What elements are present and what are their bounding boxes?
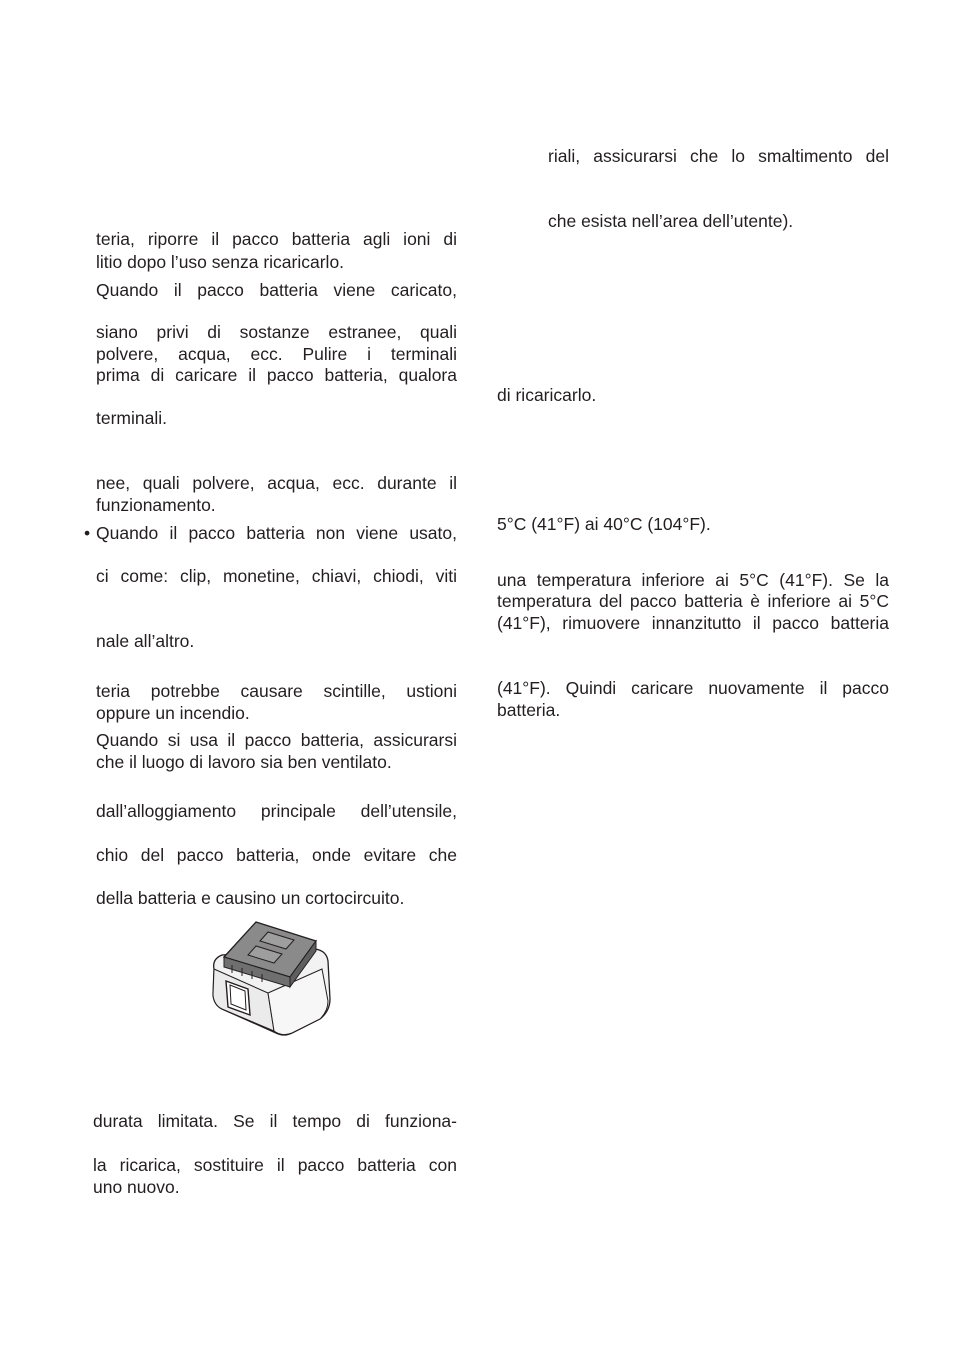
body-text-line: della batteria e causino un cortocircuito. [96,888,405,908]
body-text-line: oppure un incendio. [96,703,250,723]
body-text-line: batteria. [497,700,561,720]
body-text-line: Quando si usa il pacco batteria, assicurarsi [96,730,457,750]
body-text-line: teria potrebbe causare scintille, ustioni [96,681,457,701]
bullet-marker: • [84,523,91,543]
body-text-line: uno nuovo. [93,1177,180,1197]
body-text-line: siano privi di sostanze estranee, quali [96,322,457,342]
body-text-line: (41°F). Quindi caricare nuovamente il pacco [497,678,889,698]
body-text-line: chio del pacco batteria, onde evitare che [96,845,457,865]
body-text-line: nale all’altro. [96,631,195,651]
body-text-line: una temperatura inferiore ai 5°C (41°F). Se la [497,570,889,590]
body-text-line: teria, riporre il pacco batteria agli ioni di [96,229,457,249]
body-text-line: polvere, acqua, ecc. Pulire i terminali [96,344,457,364]
body-text-line: Quando il pacco batteria non viene usato, [96,523,457,543]
body-text-line: prima di caricare il pacco batteria, qualora [96,365,457,385]
body-text-line: terminali. [96,408,167,428]
battery-pack-illustration [208,919,334,1037]
body-text-line: ci come: clip, monetine, chiavi, chiodi, viti [96,566,457,586]
body-text-line: Quando il pacco batteria viene caricato, [96,280,457,300]
body-text-line: 5°C (41°F) ai 40°C (104°F). [497,514,711,534]
body-text-line: durata limitata. Se il tempo di funziona- [93,1111,457,1131]
body-text-line: (41°F), rimuovere innanzitutto il pacco batteria [497,613,889,633]
body-text-line: che esista nell’area dell’utente). [548,211,794,231]
body-text-line: litio dopo l’uso senza ricaricarlo. [96,252,345,272]
body-text-line: riali, assicurarsi che lo smaltimento del [548,146,889,166]
body-text-line: temperatura del pacco batteria è inferiore ai 5°C [497,591,889,611]
body-text-line: nee, quali polvere, acqua, ecc. durante il [96,473,457,493]
body-text-line: che il luogo di lavoro sia ben ventilato. [96,752,392,772]
body-text-line: funzionamento. [96,495,216,515]
body-text-line: di ricaricarlo. [497,385,597,405]
body-text-line: dall’alloggiamento principale dell’utensile, [96,801,457,821]
body-text-line: la ricarica, sostituire il pacco batteria con [93,1155,457,1175]
